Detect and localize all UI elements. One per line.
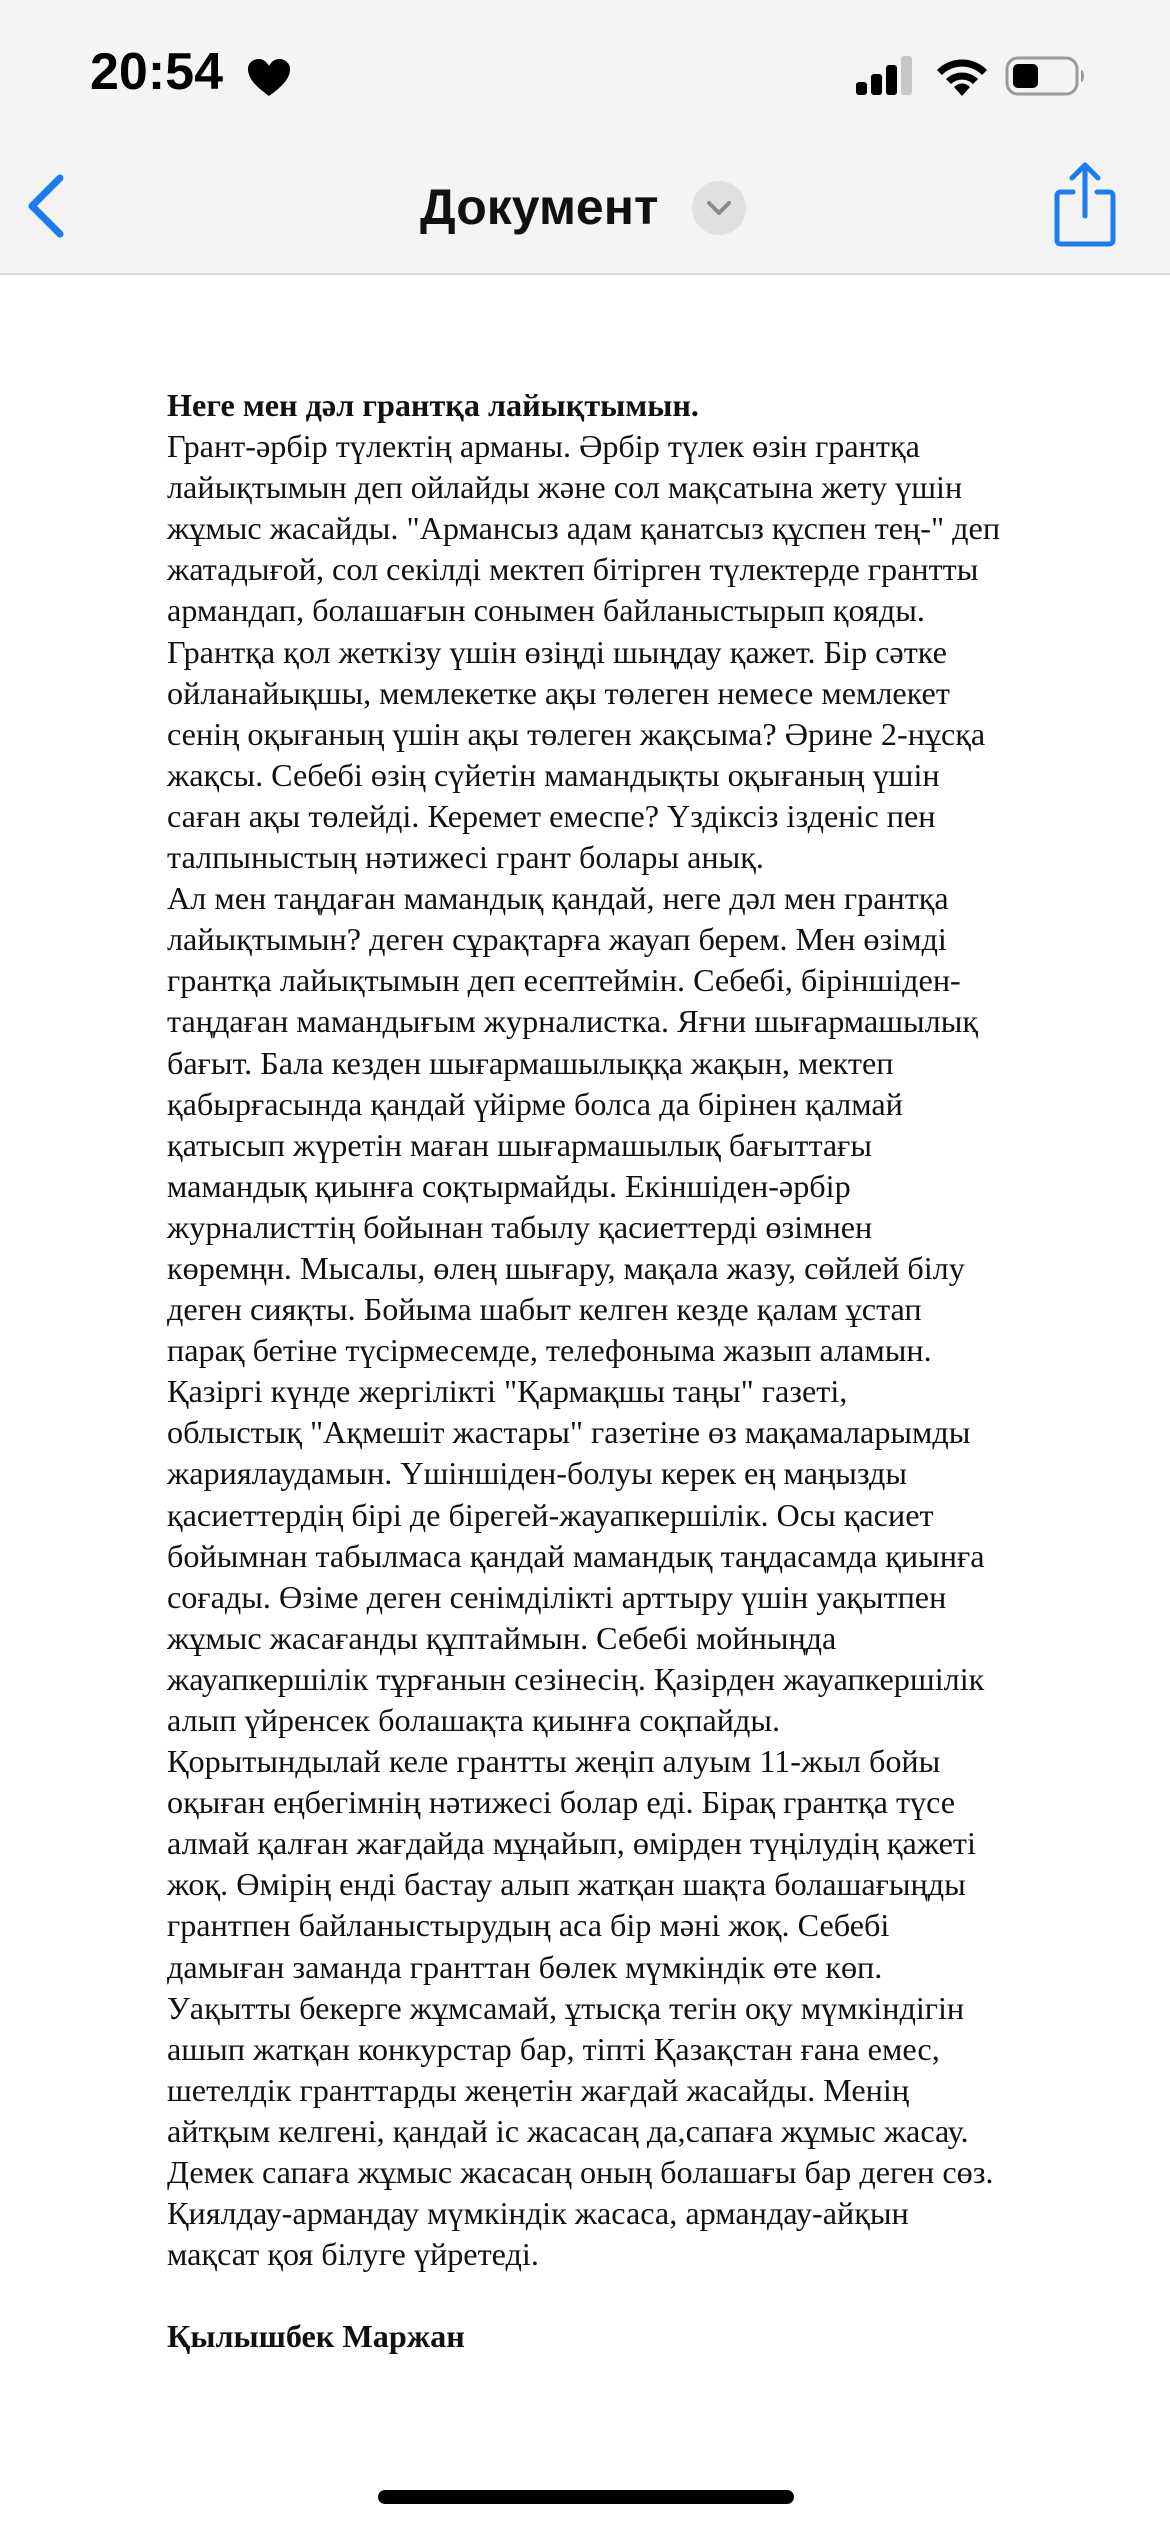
document-line: парақ бетіне түсірмесемде, телефоныма жазып аламын. bbox=[167, 1332, 932, 1369]
page-title: Документ bbox=[420, 179, 659, 235]
document-line: талпыныстың нәтижесі грант болары анық. bbox=[167, 839, 764, 876]
document-line: жұмыс жасайды. "Армансыз адам қанатсыз құспен тең-" деп bbox=[167, 510, 1001, 547]
document-line: алып үйренсек болашақта қиынға соқпайды. bbox=[167, 1702, 781, 1738]
document-line: бағыт. Бала кезден шығармашылыққа жақын, мектеп bbox=[167, 1044, 894, 1081]
document-line: грантқа лайықтымын деп есептеймін. Себебі, біріншіден- bbox=[167, 962, 961, 999]
document-line: жариялаудамын. Үшіншіден-болуы керек ең маңызды bbox=[167, 1455, 907, 1492]
document-line: Грантқа қол жеткізу үшін өзіңді шыңдау қажет. Бір сәтке bbox=[167, 633, 947, 670]
heart-icon bbox=[247, 58, 291, 98]
cellular-signal-icon bbox=[854, 55, 914, 97]
document-line: лайықтымын? деген сұрақтарға жауап берем. Мен өзімді bbox=[167, 921, 947, 958]
status-bar bbox=[0, 0, 1170, 140]
document-line: соғады. Өзіме деген сенімділікті арттыру үшін уақытпен bbox=[167, 1578, 947, 1615]
document-line: таңдаған мамандығым журналистка. Яғни шығармашылық bbox=[167, 1003, 978, 1040]
document-line: деген сияқты. Бойыма шабыт келген кезде қалам ұстап bbox=[167, 1291, 922, 1328]
document-author: Қылышбек Маржан bbox=[167, 2318, 465, 2355]
document-text bbox=[167, 426, 1097, 2275]
document-line: қасиеттердің бірі де бірегей-жауапкершілік. Осы қасиет bbox=[167, 1496, 934, 1533]
document-title: Неге мен дәл грантқа лайықтымын. bbox=[167, 387, 699, 423]
document-line: қабырғасында қандай үйірме болса да бірінен қалмай bbox=[167, 1085, 903, 1122]
document-line: облыстық "Ақмешіт жастары" газетіне өз мақамаларымды bbox=[167, 1414, 971, 1451]
document-line: оқыған еңбегімнің нәтижесі болар еді. Бірақ грантқа түсе bbox=[167, 1784, 956, 1821]
navigation-bar bbox=[0, 140, 1170, 275]
document-line: жұмыс жасағанды құптаймын. Себебі мойныңда bbox=[167, 1619, 837, 1656]
share-icon[interactable] bbox=[1053, 160, 1117, 248]
document-line: журналисттің бойынан табылу қасиеттерді өзімнен bbox=[167, 1208, 873, 1245]
document-line: алмай қалған жағдайда мұңайып, өмірден түңілудің қажеті bbox=[167, 1825, 976, 1862]
document-line: Қиялдау-армандау мүмкіндік жасаса, армандау-айқын bbox=[167, 2195, 909, 2232]
document-line: жақсы. Себебі өзің сүйетін мамандықты оқығаның үшін bbox=[167, 756, 940, 793]
document-line: айтқым келгені, қандай іс жасасаң да,сапаға жұмыс жасау. bbox=[167, 2112, 969, 2149]
document-line: лайықтымын деп ойлайды және сол мақсатына жету үшін bbox=[167, 469, 963, 506]
document-line: сенің оқығаның үшін ақы төлеген жақсыма? Әрине 2-нұсқа bbox=[167, 715, 986, 752]
wifi-icon bbox=[933, 56, 991, 98]
document-line: жатадығой, сол секілді мектеп бітірген түлектерде грантты bbox=[167, 551, 979, 588]
document-line: Уақытты бекерге жұмсамай, ұтысқа тегін оқу мүмкіндігін bbox=[167, 1989, 965, 2026]
document-line: ашып жатқан конкурстар бар, тіпті Қазақстан ғана емес, bbox=[167, 2030, 940, 2067]
chevron-down-icon bbox=[706, 197, 732, 219]
document-line: жауапкершілік тұрғанын сезінесің. Қазірден жауапкершілік bbox=[167, 1660, 985, 1697]
document-line: саған ақы төлейді. Керемет емеспе? Үздіксіз ізденіс пен bbox=[167, 797, 936, 834]
document-line: мамандық қиынға соқтырмайды. Екіншіден-әрбір bbox=[167, 1167, 851, 1204]
status-time: 20:54 bbox=[90, 43, 223, 101]
battery-icon bbox=[1005, 55, 1087, 97]
home-indicator[interactable] bbox=[378, 2490, 794, 2504]
document-line: шетелдік гранттарды жеңетін жағдай жасайды. Менің bbox=[167, 2071, 910, 2108]
document-line: Ал мен таңдаған мамандық қандай, неге дәл мен грантқа bbox=[167, 880, 949, 917]
document-line: грантпен байланыстырудың аса бір мәні жоқ. Себебі bbox=[167, 1907, 890, 1944]
title-menu-button[interactable] bbox=[692, 181, 746, 235]
document-line: дамыған заманда гранттан бөлек мүмкіндік өте көп. bbox=[167, 1948, 883, 1985]
document-line: бойымнан табылмаса қандай мамандық таңдасамда қиынға bbox=[167, 1537, 985, 1574]
chevron-left-icon[interactable] bbox=[22, 172, 70, 240]
document-line: армандап, болашағын сонымен байланыстырып қояды. bbox=[167, 592, 925, 629]
document-line: ойланайықшы, мемлекетке ақы төлеген немесе мемлекет bbox=[167, 674, 950, 711]
document-line: көремңн. Мысалы, өлең шығару, мақала жазу, сөйлей білу bbox=[167, 1249, 965, 1286]
document-line: Қазіргі күнде жергілікті "Қармақшы таңы" газеті, bbox=[167, 1373, 848, 1410]
document-line: қатысып жүретін маған шығармашылық бағыттағы bbox=[167, 1126, 873, 1163]
document-line: Грант-әрбір түлектің арманы. Әрбір түлек өзін грантқа bbox=[167, 428, 920, 465]
document-line: Қорытындылай келе грантты жеңіп алуым 11-жыл бойы bbox=[167, 1743, 941, 1780]
document-line: жоқ. Өмірің енді бастау алып жатқан шақта болашағыңды bbox=[167, 1866, 966, 1903]
document-body bbox=[167, 385, 1097, 2357]
document-line: Демек сапаға жұмыс жасасаң оның болашағы бар деген сөз. bbox=[167, 2154, 994, 2191]
document-line: мақсат қоя білуге үйретеді. bbox=[167, 2236, 539, 2273]
